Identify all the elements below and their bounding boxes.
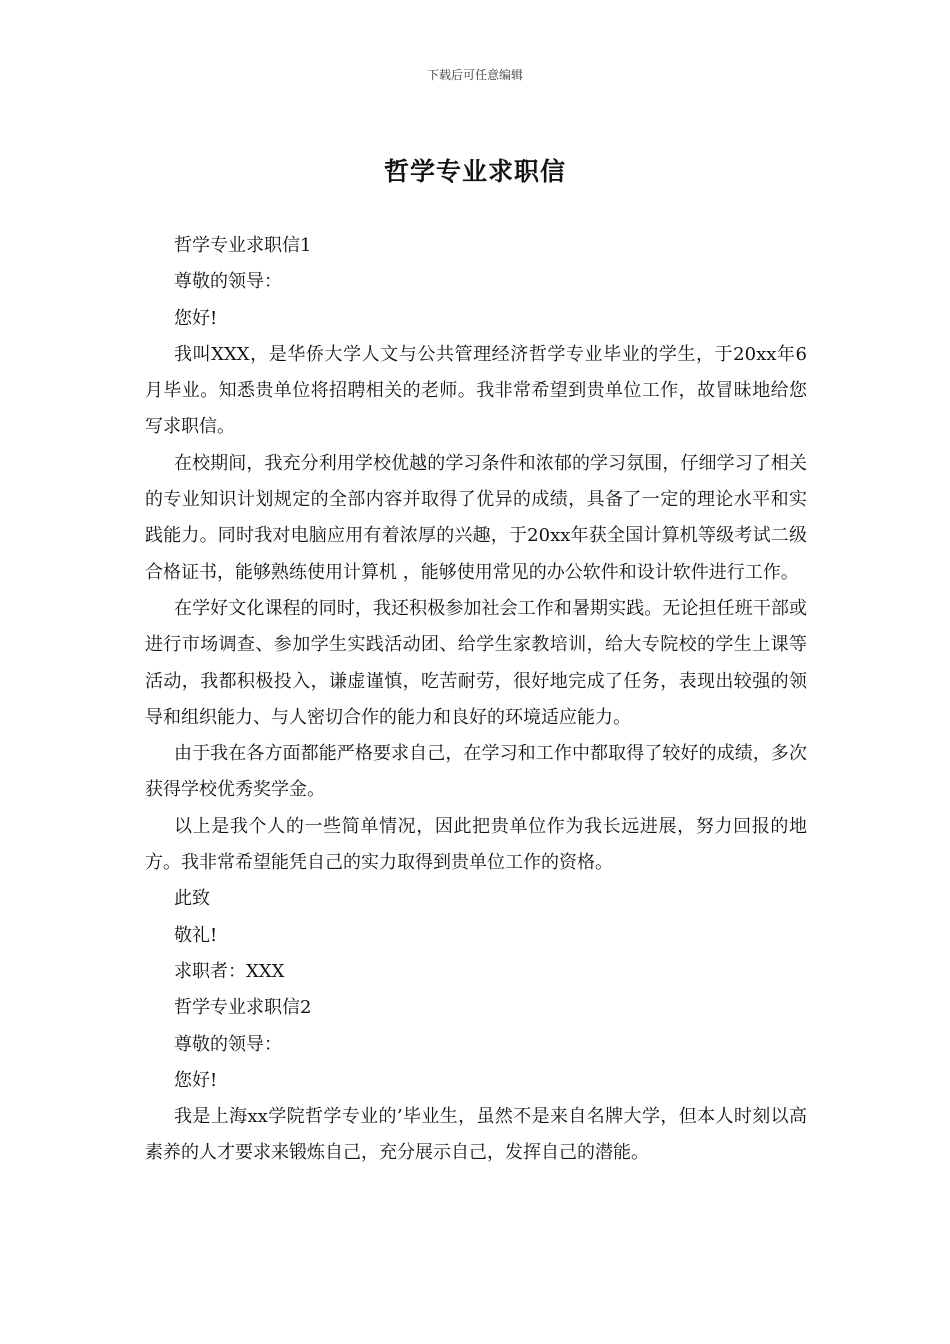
body-paragraph: 以上是我个人的一些简单情况，因此把贵单位作为我长远进展，努力回报的地方。我非常希望能凭自己的实力取得到贵单位工作的资格。 — [145, 815, 807, 874]
salutation: 尊敬的领导： — [174, 271, 282, 293]
closing-line: 此致 — [174, 888, 210, 910]
letter-heading-1: 哲学专业求职信1 — [174, 235, 312, 256]
body-paragraph: 在学好文化课程的同时，我还积极参加社会工作和暑期实践。无论担任班干部或进行市场调查、参加学生实践活动团、给学生家教培训，给大专院校的学生上课等活动，我都积极投入，谦虚谨慎，吃苦耐劳，很好地完成了任务，表现出较强的领导和组织能力、与人密切合作的能力和良好的环境适应能力。 — [145, 597, 807, 728]
salutation: 尊敬的领导： — [174, 1033, 282, 1055]
body-paragraph: 由于我在各方面都能严格要求自己，在学习和工作中都取得了较好的成绩，多次获得学校优秀奖学金。 — [145, 743, 807, 801]
document-title: 哲学专业求职信 — [383, 157, 566, 186]
letter-body — [145, 228, 807, 1172]
body-paragraph: 我叫XXX，是华侨大学人文与公共管理经济哲学专业毕业的学生，于20xx年6月毕业。知悉贵单位将招聘相关的老师。我非常希望到贵单位工作，故冒昧地给您写求职信。 — [145, 343, 807, 438]
closing-salute: 敬礼! — [174, 924, 218, 946]
greeting: 您好! — [174, 1069, 218, 1091]
signature-line: 求职者：XXX — [174, 960, 285, 982]
body-paragraph: 我是上海xx学院哲学专业的’毕业生，虽然不是来自名牌大学，但本人时刻以高素养的人才要求来锻炼自己，充分展示自己，发挥自己的潜能。 — [145, 1106, 807, 1164]
letter-heading-2: 哲学专业求职信2 — [174, 997, 312, 1019]
body-paragraph: 在校期间，我充分利用学校优越的学习条件和浓郁的学习氛围，仔细学习了相关的专业知识计划规定的全部内容并取得了优异的成绩，具备了一定的理论水平和实践能力。同时我对电脑应用有着浓厚的兴趣，于20xx年获全国计算机等级考试二级合格证书，能够熟练使用计算机 ，能够使用常见的办公软件和设计软件进行工作。 — [145, 452, 807, 583]
greeting: 您好! — [174, 307, 218, 329]
page-header-note: 下载后可任意编辑 — [426, 68, 523, 82]
